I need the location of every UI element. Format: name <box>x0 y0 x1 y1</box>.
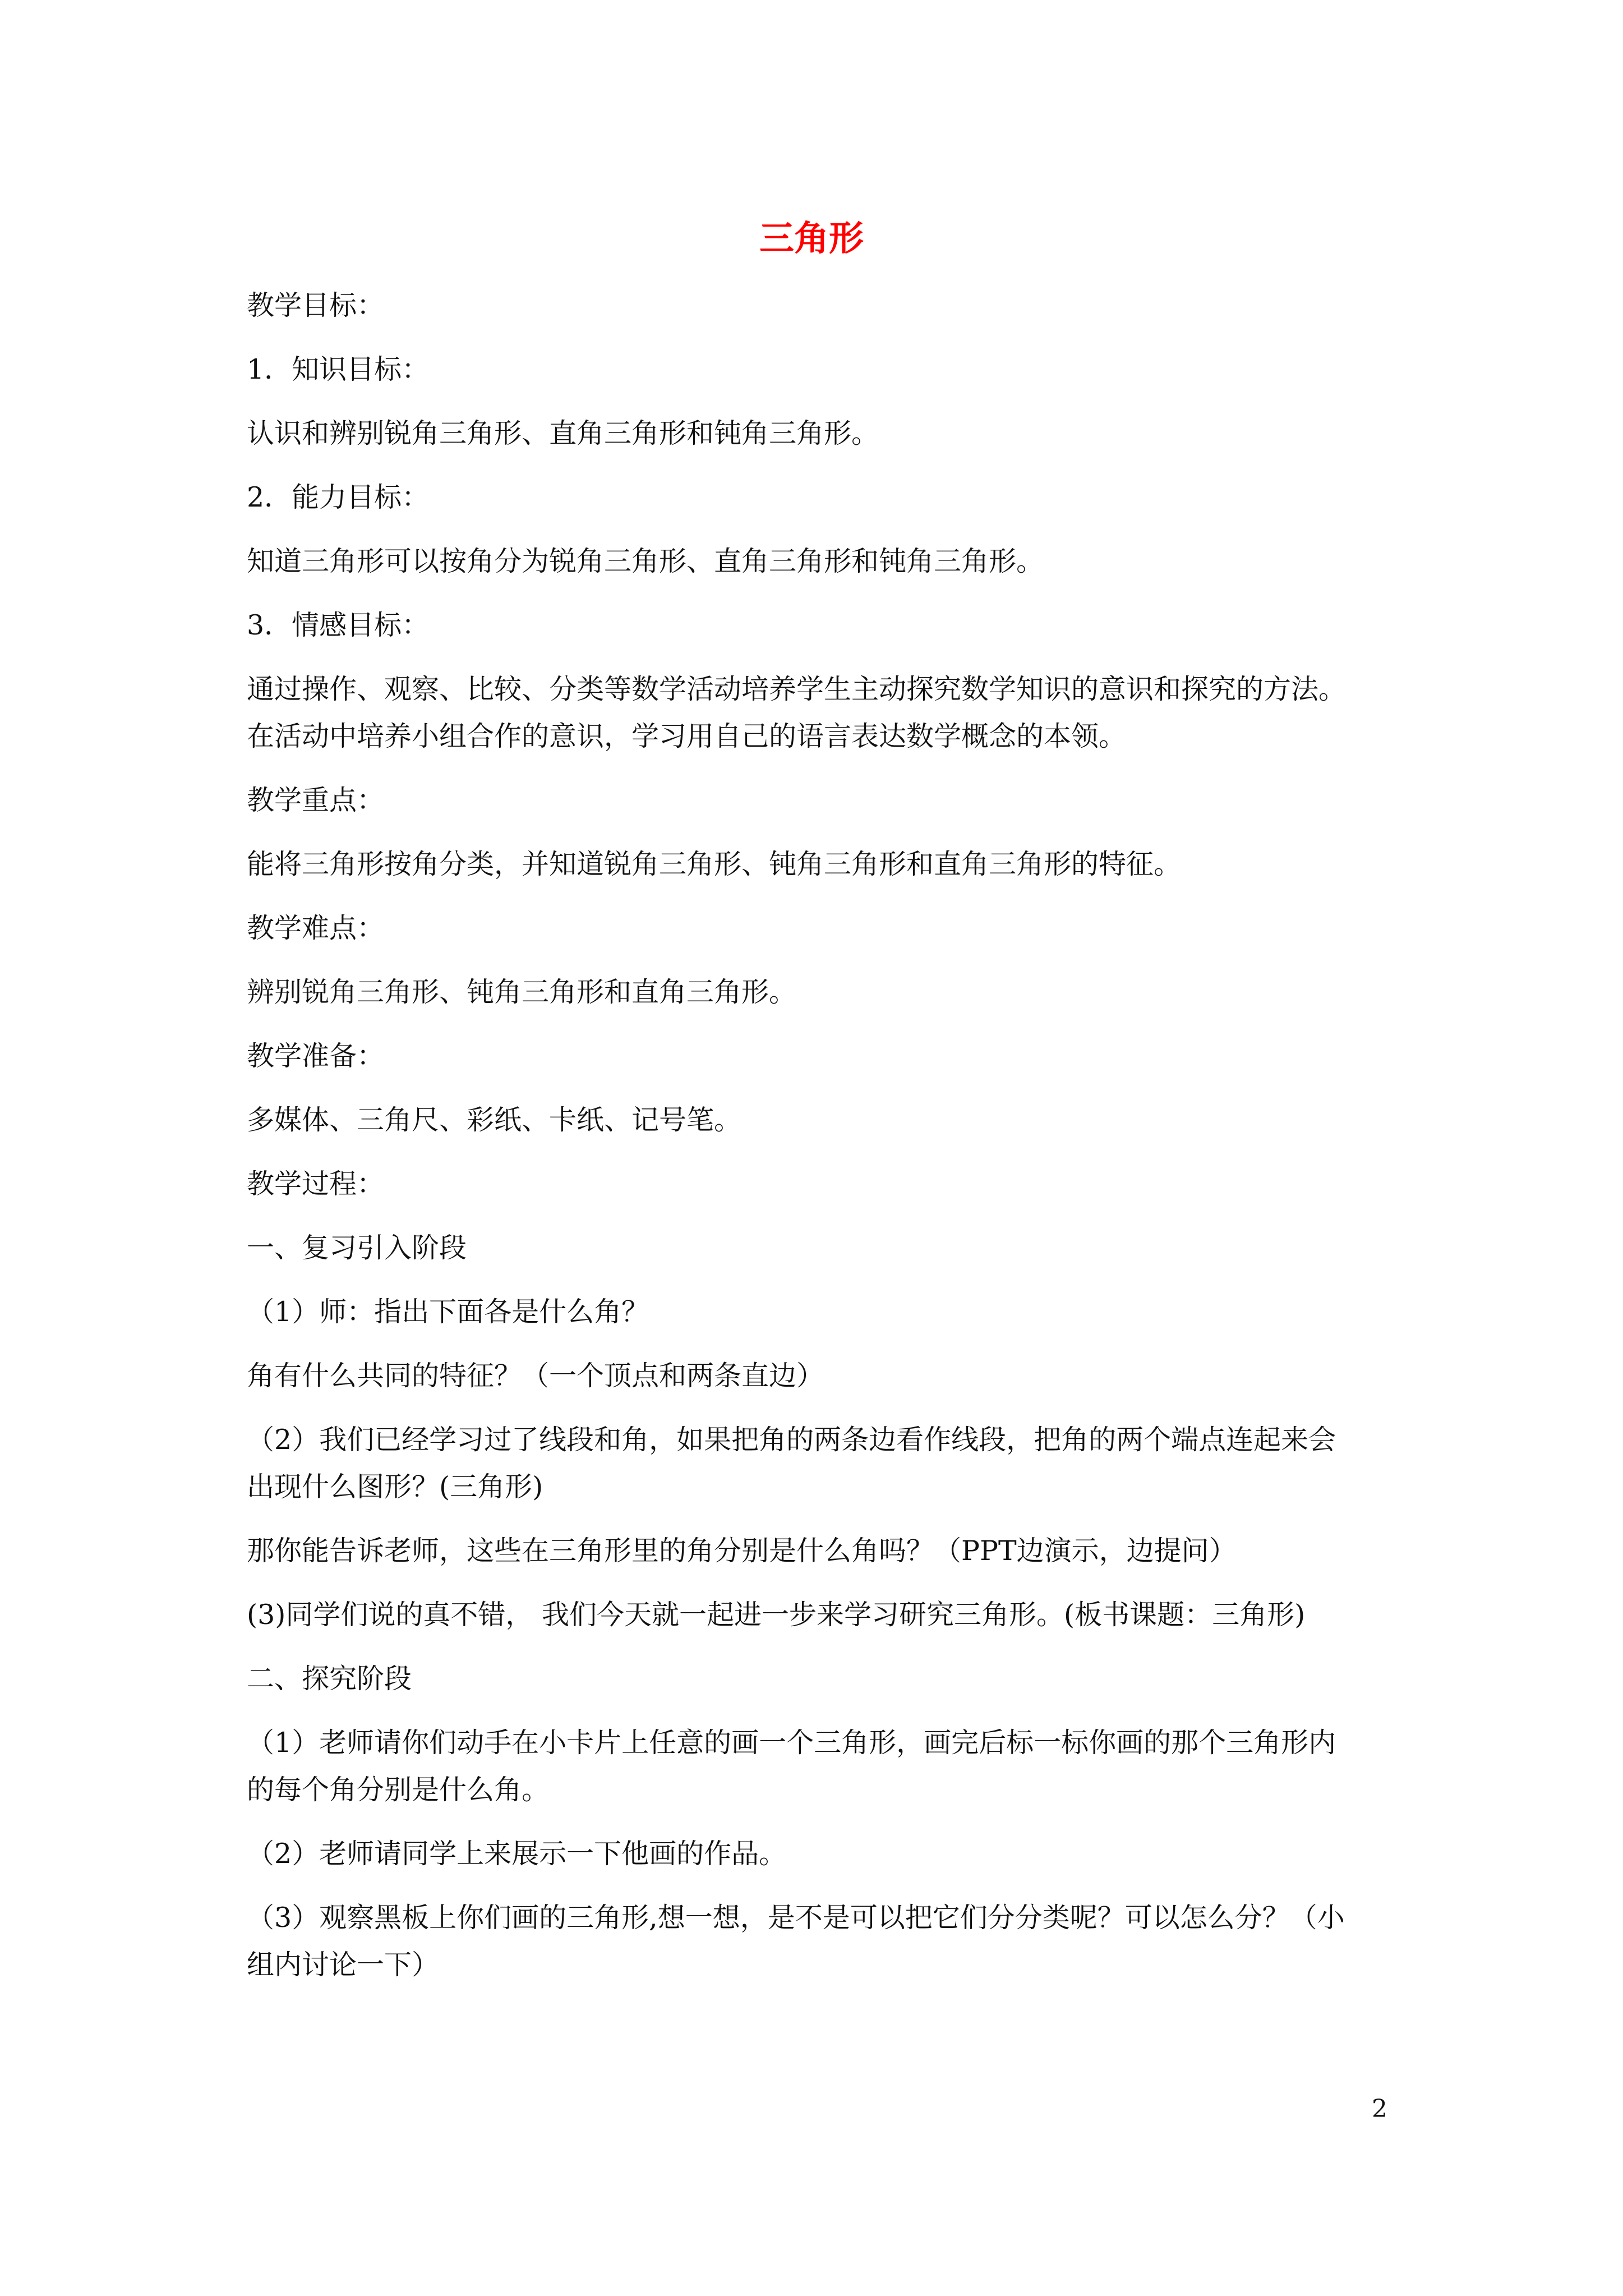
text-line: 教学准备： <box>247 1040 385 1072</box>
text-line: 认识和辨别锐角三角形、直角三角形和钝角三角形。 <box>247 417 879 449</box>
text-line: 教学重点： <box>247 784 385 816</box>
text-line: 知道三角形可以按角分为锐角三角形、直角三角形和钝角三角形。 <box>247 545 1044 577</box>
text-line: （2）老师请同学上来展示一下他画的作品。 <box>247 1838 787 1870</box>
text-line: 2．能力目标： <box>247 481 430 513</box>
document-body <box>247 286 1385 2009</box>
text-line: （1）老师请你们动手在小卡片上任意的画一个三角形，画完后标一标你画的那个三角形内 <box>247 1727 1336 1759</box>
text-line: 教学目标： <box>247 289 385 321</box>
text-line: （3）观察黑板上你们画的三角形,想一想，是不是可以把它们分分类呢？可以怎么分？（小 <box>247 1902 1345 1934</box>
text-line: 那你能告诉老师，这些在三角形里的角分别是什么角吗？（PPT边演示，边提问） <box>247 1535 1237 1567</box>
text-line: 通过操作、观察、比较、分类等数学活动培养学生主动探究数学知识的意识和探究的方法。 <box>247 673 1347 705</box>
text-line: 能将三角形按角分类，并知道锐角三角形、钝角三角形和直角三角形的特征。 <box>247 848 1182 880</box>
document-title: 三角形 <box>759 218 864 259</box>
text-line: 组内讨论一下） <box>247 1949 440 1981</box>
text-line: 3．情感目标： <box>247 609 430 641</box>
text-line: 角有什么共同的特征？（一个顶点和两条直边） <box>247 1360 824 1392</box>
text-line: 一、复习引入阶段 <box>247 1232 467 1264</box>
text-line: 的每个角分别是什么角。 <box>247 1774 550 1806</box>
text-line: 辨别锐角三角形、钝角三角形和直角三角形。 <box>247 976 797 1008</box>
page-number: 2 <box>1372 2095 1387 2123</box>
text-line: 二、探究阶段 <box>247 1663 412 1695</box>
text-line: 多媒体、三角尺、彩纸、卡纸、记号笔。 <box>247 1104 742 1136</box>
text-line: (3)同学们说的真不错， 我们今天就一起进一步来学习研究三角形。(板书课题：三角形) <box>247 1599 1306 1631</box>
text-line: 1．知识目标： <box>247 353 430 385</box>
text-line: 出现什么图形？(三角形) <box>247 1471 543 1503</box>
text-line: （1）师：指出下面各是什么角？ <box>247 1296 649 1328</box>
text-line: 教学难点： <box>247 912 385 944</box>
text-line: 在活动中培养小组合作的意识，学习用自己的语言表达数学概念的本领。 <box>247 720 1127 752</box>
text-line: （2）我们已经学习过了线段和角，如果把角的两条边看作线段，把角的两个端点连起来会 <box>247 1424 1336 1456</box>
text-line: 教学过程： <box>247 1168 385 1200</box>
